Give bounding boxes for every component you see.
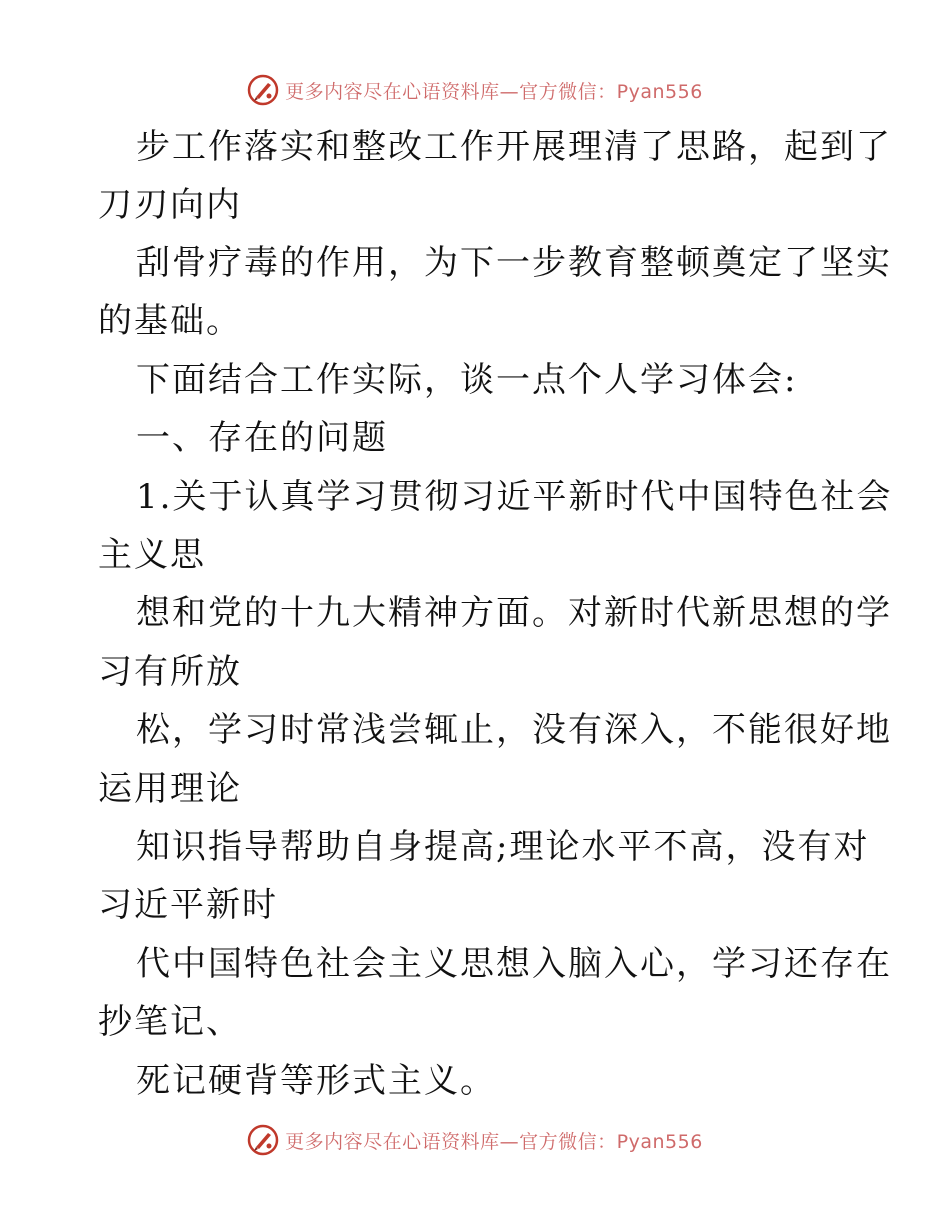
body-line: 代中国特色社会主义思想入脑入心，学习还存在 [136, 944, 892, 984]
body-line: 刮骨疗毒的作用，为下一步教育整顿奠定了坚实 [136, 243, 892, 283]
body-line: 1.关于认真学习贯彻习近平新时代中国特色社会 [136, 477, 893, 517]
body-line: 松，学习时常浅尝辄止，没有深入，不能很好地 [136, 710, 892, 750]
body-line: 步工作落实和整改工作开展理清了思路，起到了 [136, 127, 892, 167]
footer-watermark [0, 1120, 950, 1160]
body-line: 抄笔记、 [98, 1002, 242, 1042]
body-line: 习近平新时 [98, 885, 278, 925]
body-line: 的基础。 [98, 301, 242, 341]
watermark-text: 更多内容尽在心语资料库—官方微信：Pyan556 [285, 80, 703, 103]
body-line: 知识指导帮助自身提高;理论水平不高，没有对 [136, 827, 870, 867]
quill-pen-logo-icon [247, 1124, 279, 1156]
body-line: 主义思 [98, 535, 206, 575]
body-line: 习有所放 [98, 652, 242, 692]
watermark-text: 更多内容尽在心语资料库—官方微信：Pyan556 [285, 1130, 703, 1153]
body-line: 想和党的十九大精神方面。对新时代新思想的学 [136, 593, 892, 633]
section-heading: 一、存在的问题 [136, 418, 388, 458]
body-line: 下面结合工作实际，谈一点个人学习体会: [136, 360, 798, 400]
body-line: 运用理论 [98, 769, 242, 809]
body-line: 刀刃向内 [98, 185, 242, 225]
body-line: 死记硬背等形式主义。 [136, 1061, 496, 1101]
